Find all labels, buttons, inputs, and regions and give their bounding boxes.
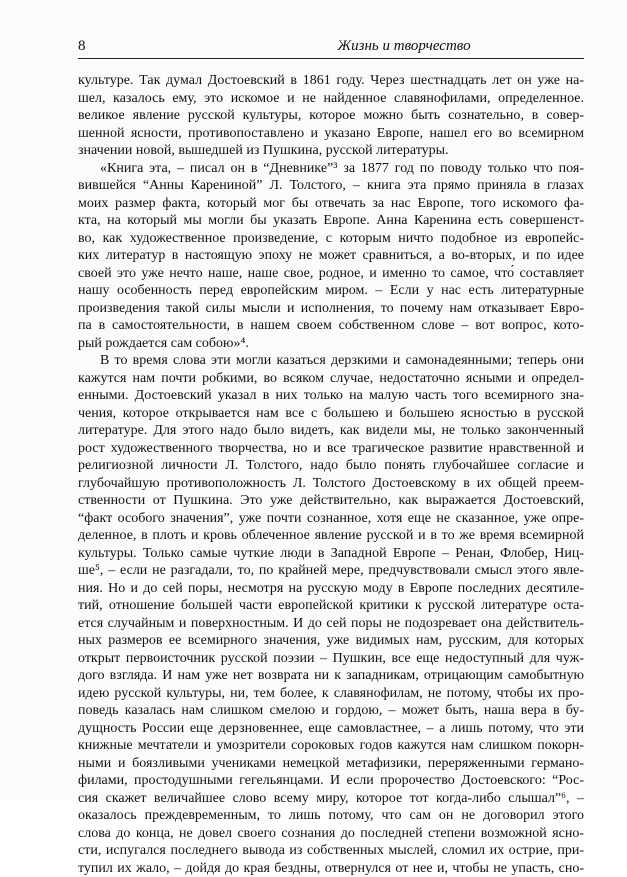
text-line: значении новой, вышедшей из Пушкина, русской литературы. [78,142,584,160]
text-line: великое явление русской культуры, которое можно быть сознательно, в совер- [78,107,584,125]
text-line: поведь казалась нам слишком смелою и гордою, – может быть, наша вера в бу- [78,702,584,720]
text-line: па в самостоятельности, в нашем своем собственном слове – вот вопрос, кото- [78,317,584,335]
text-line: чения, которое открывается нам все с большею и большею ясностью в русской [78,405,584,423]
running-title: Жизнь и творчество [224,38,584,55]
page-number: 8 [78,38,86,55]
text-line: “факт особого значения”, уже почти сознанное, хотя еще не сказанное, уже опре- [78,510,584,528]
text-line: открыт первоисточник русской поэзии – Пушкин, все еще недоступный для чуж- [78,650,584,668]
text-line: культуре. Так думал Достоевский в 1861 году. Через шестнадцать лет он уже на- [78,72,584,90]
text-line: енными. Достоевский указал в них только на малую часть того всемирного зна- [78,387,584,405]
text-line: рый рождается сам собою»⁴. [78,335,584,353]
body-text [78,72,584,877]
text-line: дого взгляда. И нам уже нет возврата ни к западникам, отрицающим самобытную [78,667,584,685]
text-line: кта, на который мы могли бы указать Европе. Анна Каренина есть совершенст- [78,212,584,230]
text-line: деленное, в плоть и кровь облеченное явление русской и в то же время всемирной [78,527,584,545]
text-line: В то время слова эти могли казаться дерзкими и самонадеянными; теперь они [78,352,584,370]
text-line: религиозной личности Л. Толстого, надо было понять глубочайшее согласие и [78,457,584,475]
text-line: глубочайшую противоположность Л. Толстого Достоевскому в их общей преем- [78,475,584,493]
text-line: шел, казалось ему, это искомое и не найденное славянофилами, определенное. [78,90,584,108]
text-line: книжные мечтатели и умозрители сороковых годов кажутся нам слишком покорн- [78,737,584,755]
text-line: ких литератур в настоящую эпоху не может сравниться, а во-вторых, и по идее [78,247,584,265]
text-line: ственности от Пушкина. Это уже действительно, как выражается Достоевский, [78,492,584,510]
text-line: нашу особенность перед европейским миром. – Если у нас есть литературные [78,282,584,300]
text-line: ется случайным и поверхностным. И до сей поры не подозревает она действитель- [78,615,584,633]
text-line: ными и боязливыми учениками немецкой метафизики, переряженными германо- [78,755,584,773]
text-line: кажутся нам почти робкими, во всяком случае, недостаточно ясными и определ- [78,370,584,388]
text-line: вившейся “Анны Карениной” Л. Толстого, – книга эта прямо приняла в глазах [78,177,584,195]
text-line: филами, простодушными гегельянцами. И если пророчество Достоевского: “Рос- [78,772,584,790]
text-line: дущность России еще дерзновеннее, еще самовластнее, – а лишь потому, что эти [78,720,584,738]
paragraph-1 [78,72,584,160]
text-line: культуры. Только самые чуткие люди в Западной Европе – Ренан, Флобер, Ниц- [78,545,584,563]
text-line: моих размер факта, который мог бы отвечать за нас Европе, того искомого фа- [78,195,584,213]
text-line: «Книга эта, – писал он в “Дневнике”³ за 1877 год по поводу только что поя- [78,160,584,178]
text-line: тупил их жало, – дойдя до края бездны, отвернулся от нее и, чтобы не упасть, сно- [78,860,584,877]
text-line: ных размеров ее всемирного значения, уже видимых нам, русским, для которых [78,632,584,650]
text-line: шенной ясности, противопоставлено и указано Европе, нашел его во всемирном [78,125,584,143]
text-line: слова до конца, не довел своего сознания до последней степени возможной ясно- [78,825,584,843]
text-line: идею русской культуры, ни, тем более, к славянофилам, не потому, чтобы их про- [78,685,584,703]
paragraph-2 [78,160,584,353]
text-line: тий, отношение большей части европейской критики к русской литературе оста- [78,597,584,615]
text-line: литературе. Для этого надо было видеть, как видели мы, не только законченный [78,422,584,440]
text-line: сия скажет величайшее слово всему миру, которое тот когда-либо слышал”⁶, – [78,790,584,808]
text-line: рост художественного творчества, но и все трагическое развитие нравственной и [78,440,584,458]
text-line: произведения такой силы мысли и исполнения, то почему нам отказывает Евро- [78,300,584,318]
text-line: своей это уже нечто наше, наше свое, родное, и именно то самое, что́ составляет [78,265,584,283]
paragraph-3 [78,352,584,877]
text-line: во, как художественное произведение, с которым ничто подобное из европейс- [78,230,584,248]
text-line: оказалось преждевременным, то лишь потому, что сам он не договорил этого [78,807,584,825]
page-header [78,34,584,59]
text-line: сти, испугался последнего вывода из собственных мыслей, сломил их острие, при- [78,842,584,860]
text-line: ния. Но и до сей поры, несмотря на русскую моду в Европе последних десятиле- [78,580,584,598]
text-line: ше⁵, – если не разгадали, то, по крайней мере, предчувствовали смысл этого явле- [78,562,584,580]
